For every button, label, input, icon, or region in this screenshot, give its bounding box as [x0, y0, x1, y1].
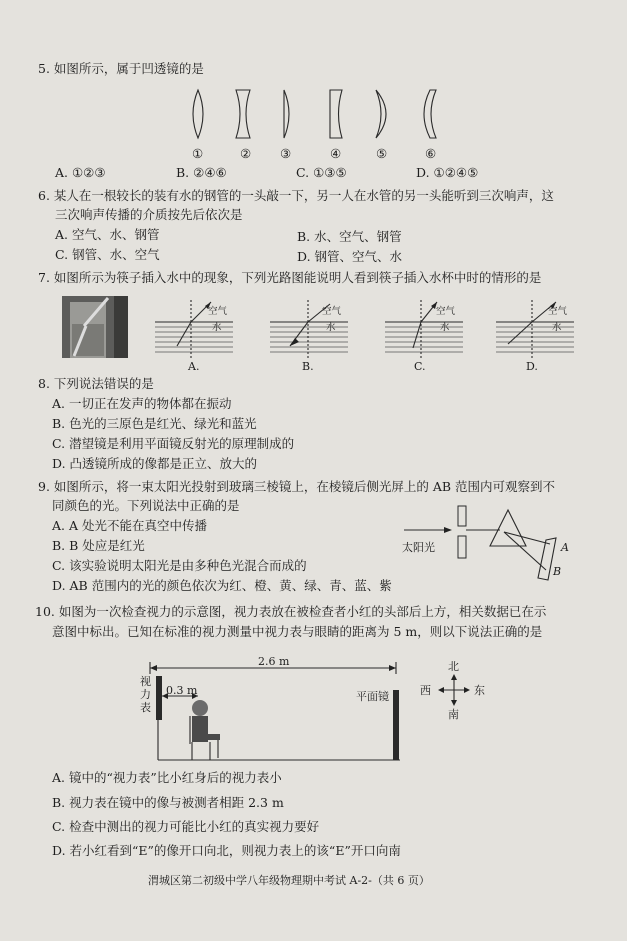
q7-option-c: C. — [414, 360, 426, 373]
q7-b-water: 水 — [326, 322, 336, 333]
page-footer: 渭城区第二初级中学八年级物理期中考试 A-2-（共 6 页） — [148, 874, 430, 887]
q8-option-d: D. 凸透镜所成的像都是正立、放大的 — [52, 456, 258, 471]
lens-label-4: ④ — [330, 146, 342, 161]
q7-a-water: 水 — [212, 322, 222, 333]
lens-3-plano-convex — [284, 90, 289, 138]
q7-option-a: A. — [188, 360, 200, 373]
q5-option-d: D. ①②④⑤ — [416, 165, 479, 180]
q10-option-d: D. 若小红看到“E”的像开口向北，则视力表上的该“E”开口向南 — [52, 843, 401, 858]
q7-d-air: 空气 — [548, 306, 568, 317]
q6-stem-line1: 6. 某人在一根较长的装有水的钢管的一头敲一下，另一人在水管的另一头能听到三次响声，这 — [38, 188, 554, 203]
q8-stem: 8. 下列说法错误的是 — [38, 376, 154, 391]
q6-stem-line2: 三次响声传播的介质按先后依次是 — [55, 207, 243, 222]
compass-rose — [436, 672, 472, 708]
lens-label-1: ① — [192, 146, 204, 161]
lens-label-3: ③ — [280, 146, 292, 161]
q7-c-air: 空气 — [436, 306, 456, 317]
q6-option-c: C. 钢管、水、空气 — [55, 247, 160, 262]
q7-c-water: 水 — [440, 322, 450, 333]
compass-south: 南 — [448, 708, 459, 721]
compass-west: 西 — [420, 684, 431, 697]
q9-point-b: B — [553, 565, 562, 578]
q8-option-c: C. 潜望镜是利用平面镜反射光的原理制成的 — [52, 436, 295, 451]
q9-option-b: B. B 处应是红光 — [52, 538, 145, 553]
q5-option-a: A. ①②③ — [55, 165, 106, 180]
lens-label-2: ② — [240, 146, 252, 161]
q9-point-a: A — [561, 541, 569, 554]
q8-option-b: B. 色光的三原色是红光、绿光和蓝光 — [52, 416, 257, 431]
q9-option-c: C. 该实验说明太阳光是由多种色光混合而成的 — [52, 558, 307, 573]
chopsticks-photo — [62, 296, 128, 358]
q7-d-water: 水 — [552, 322, 562, 333]
lens-6-concave-meniscus — [424, 90, 436, 138]
lens-label-6: ⑥ — [425, 146, 437, 161]
q10-stem-line1: 10. 如图为一次检查视力的示意图，视力表放在被检查者小红的头部后上方，相关数据已在示 — [35, 604, 547, 619]
lens-5-convex-meniscus — [376, 90, 386, 138]
q5-stem: 5. 如图所示，属于凹透镜的是 — [38, 61, 204, 76]
lens-label-5: ⑤ — [376, 146, 388, 161]
q5-option-b: B. ②④⑥ — [176, 165, 227, 180]
q7-a-air: 空气 — [208, 306, 228, 317]
q10-option-b: B. 视力表在镜中的像与被测者相距 2.3 m — [52, 795, 284, 810]
q6-option-d: D. 钢管、空气、水 — [297, 249, 403, 264]
q7-option-d: D. — [526, 360, 538, 373]
q8-option-a: A. 一切正在发声的物体都在振动 — [52, 396, 232, 411]
q6-option-a: A. 空气、水、钢管 — [55, 227, 160, 242]
q10-option-a: A. 镜中的“视力表”比小红身后的视力表小 — [52, 770, 282, 785]
q10-mirror-label: 平面镜 — [356, 690, 389, 703]
q9-option-a: A. A 处光不能在真空中传播 — [52, 518, 207, 533]
q9-option-d: D. AB 范围内的光的颜色依次为红、橙、黄、绿、青、蓝、紫 — [52, 578, 392, 593]
q6-option-b: B. 水、空气、钢管 — [297, 229, 402, 244]
q10-dist-total: 2.6 m — [258, 655, 290, 668]
q5-lens-figure — [180, 86, 450, 148]
q10-option-c: C. 检查中测出的视力可能比小红的真实视力要好 — [52, 819, 320, 834]
q9-stem-line2: 同颜色的光。下列说法中正确的是 — [52, 498, 240, 513]
q10-stem-line2: 意图中标出。已知在标准的视力测量中视力表与眼睛的距离为 5 m，则以下说法正确的是 — [52, 624, 543, 639]
q7-stem: 7. 如图所示为筷子插入水中的现象，下列光路图能说明人看到筷子插入水杯中时的情形的是 — [38, 270, 542, 285]
q5-option-c: C. ①③⑤ — [296, 165, 347, 180]
compass-north: 北 — [448, 660, 459, 673]
q7-option-b: B. — [302, 360, 314, 373]
q9-stem-line1: 9. 如图所示，将一束太阳光投射到玻璃三棱镜上，在棱镜后侧光屏上的 AB 范围内可观察到不 — [38, 479, 556, 494]
lens-4-plano-concave — [330, 90, 342, 138]
q9-sun-label: 太阳光 — [402, 541, 435, 554]
lens-2-biconcave — [236, 90, 250, 138]
q10-dist-small: 0.3 m — [166, 684, 198, 697]
q7-b-air: 空气 — [322, 306, 342, 317]
lens-1-biconvex — [193, 90, 203, 138]
compass-east: 东 — [474, 684, 485, 697]
q10-chart-label: 视力表 — [140, 675, 151, 714]
